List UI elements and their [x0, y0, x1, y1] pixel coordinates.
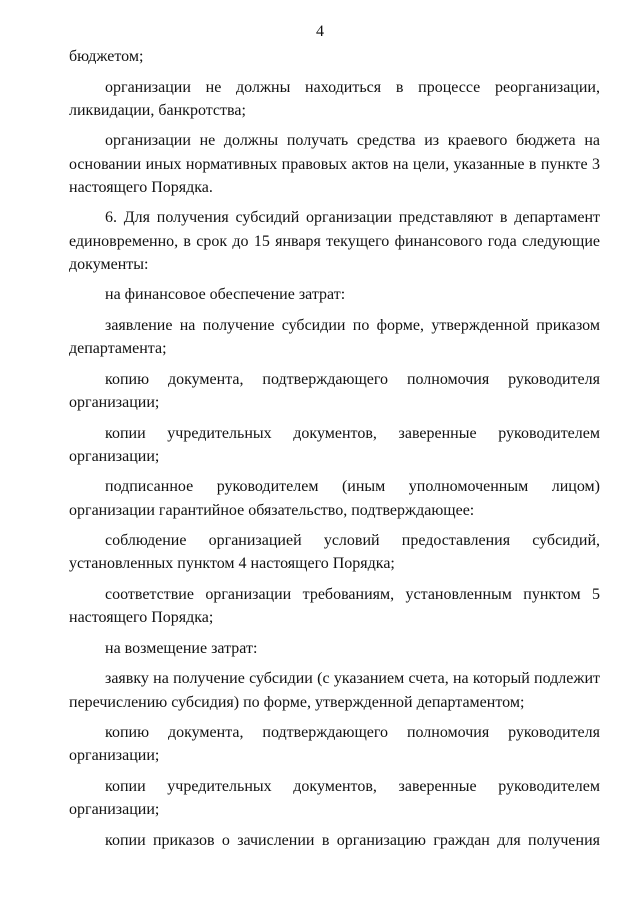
paragraph-5: на финансовое обеспечение затрат: [105, 286, 346, 304]
paragraph-13: заявку на получение субсидии (с указанием счета, на который подлежит перечислению субсидия) по форме, утвержденной департаментом; [69, 670, 600, 711]
paragraph-4: 6. Для получения субсидий организации представляют в департамент единовременно, в срок до 15 января текущего финансового года следующие документы: [69, 209, 600, 273]
paragraph-16: копии приказов о зачислении в организацию граждан для получения [105, 831, 600, 849]
paragraph-1: бюджетом; [69, 48, 144, 65]
paragraph-2: организации не должны находиться в процессе реорганизации, ликвидации, банкротства; [69, 78, 600, 119]
paragraph-8: копии учредительных документов, заверенные руководителем организации; [69, 424, 600, 465]
paragraph-10: соблюдение организацией условий предоставления субсидий, установленных пунктом 4 настоящего Порядка; [69, 532, 600, 573]
paragraph-15: копии учредительных документов, заверенные руководителем организации; [69, 777, 600, 819]
document-body [69, 45, 600, 852]
paragraph-12: на возмещение затрат: [105, 639, 258, 657]
paragraph-14: копию документа, подтверждающего полномочия руководителя организации; [69, 724, 600, 765]
paragraph-3: организации не должны получать средства из краевого бюджета на основании иных нормативных правовых актов на цели, указанные в пункте 3 настоящего Порядка. [69, 132, 600, 196]
page-number: 4 [316, 23, 324, 40]
paragraph-9: подписанное руководителем (иным уполномоченным лицом) организации гарантийное обязательство, подтверждающее: [69, 478, 600, 519]
paragraph-11: соответствие организации требованиям, установленным пунктом 5 настоящего Порядка; [69, 585, 600, 627]
paragraph-6: заявление на получение субсидии по форме, утвержденной приказом департамента; [69, 316, 600, 358]
paragraph-7: копию документа, подтверждающего полномочия руководителя организации; [69, 370, 600, 411]
